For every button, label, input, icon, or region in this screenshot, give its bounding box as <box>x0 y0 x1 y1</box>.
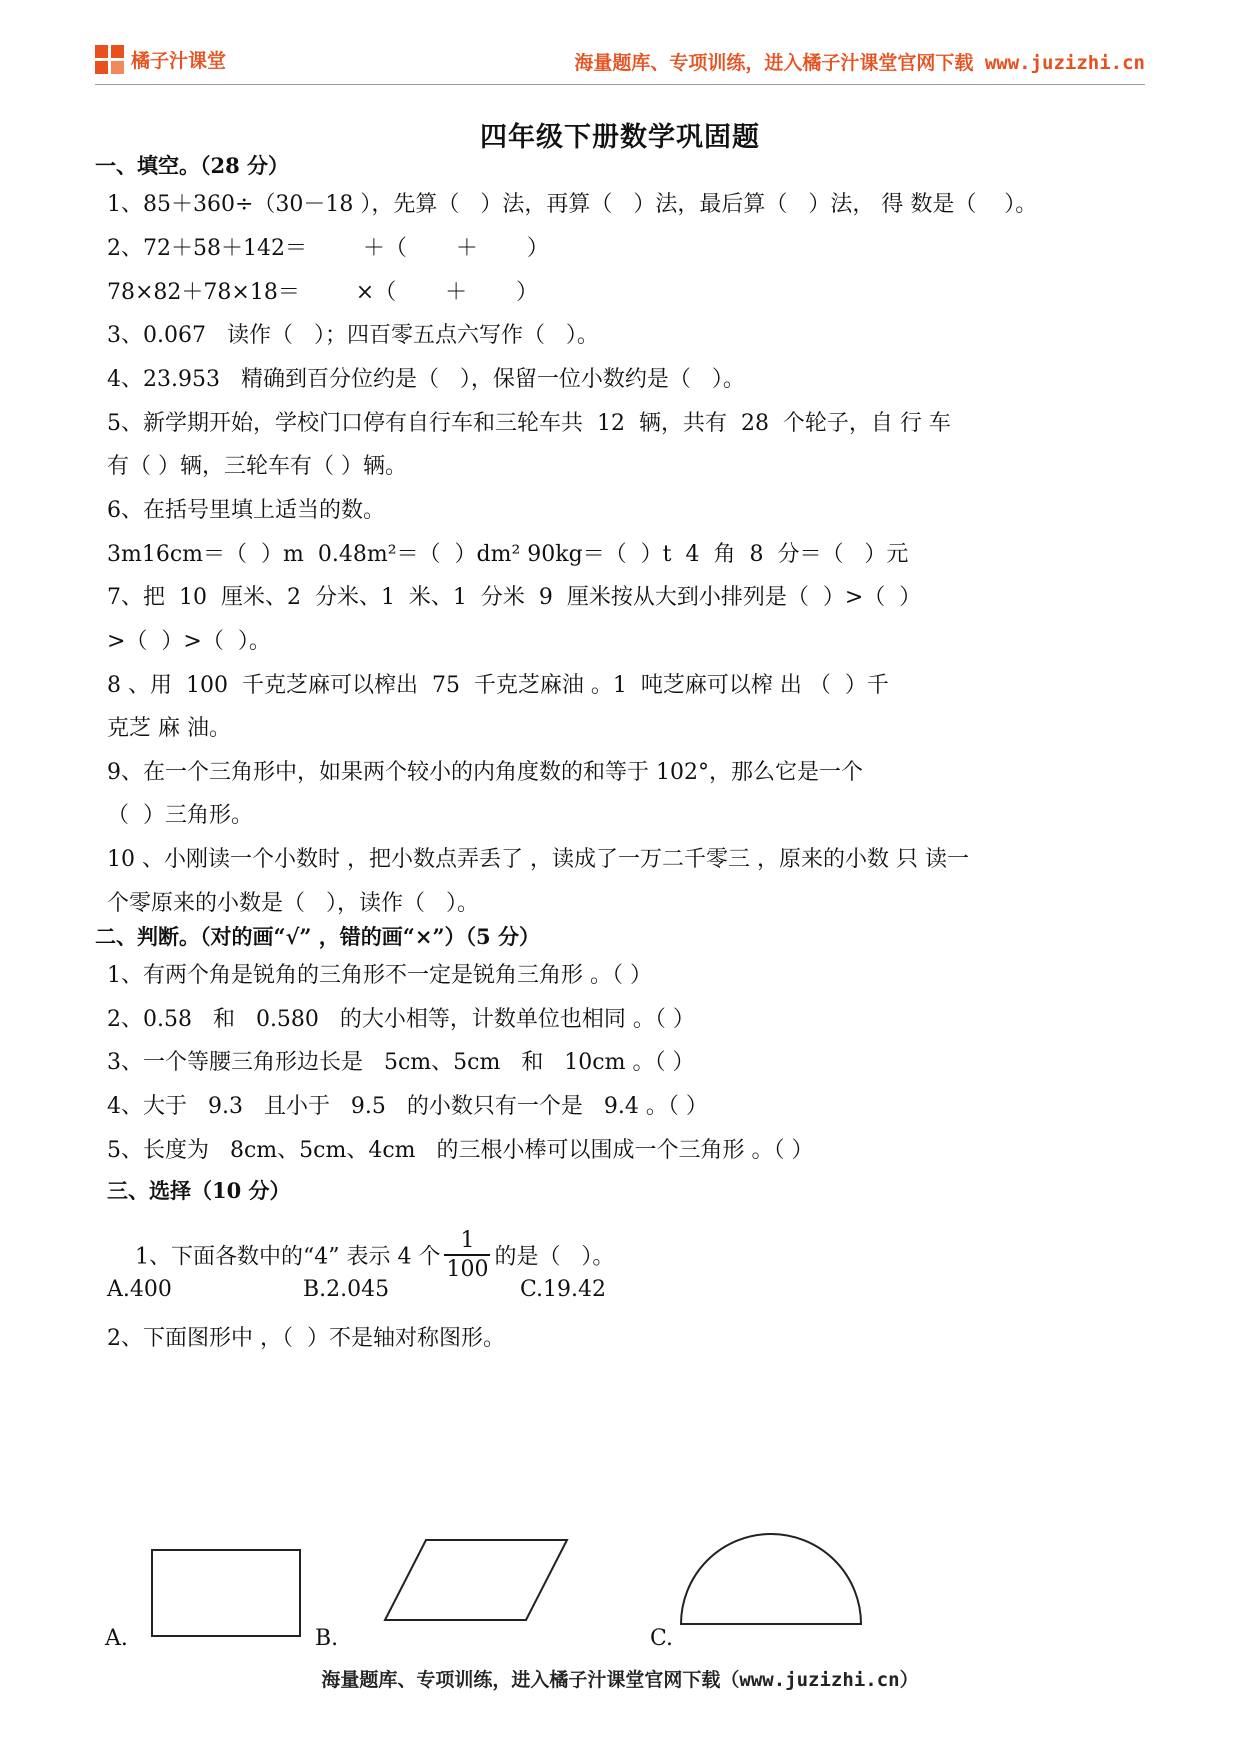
question-line: 个零原来的小数是（ ），读作（ ）。 <box>107 891 479 916</box>
page-footer: 海量题库、专项训练，进入橘子汁课堂官网下载（www.juzizhi.cn） <box>321 1669 919 1691</box>
fraction <box>444 1230 490 1281</box>
question-line: 8 、用 100 千克芝麻可以榨出 75 千克芝麻油 。1 吨芝麻可以榨 出 （ ）千 <box>107 673 889 698</box>
section-heading-true-false: 二、判断。（对的画“√” ，错的画“×”）（5 分） <box>95 924 540 949</box>
page-title: 四年级下册数学巩固题 <box>480 122 760 153</box>
option-b: B.2.045 <box>303 1277 390 1302</box>
option-c: C.19.42 <box>520 1277 607 1302</box>
fraction-denominator: 100 <box>446 1257 489 1282</box>
question-line: 2、72＋58＋142＝ ＋（ ＋ ） <box>107 236 549 261</box>
page-header <box>95 38 1145 78</box>
figure-label-a: A. <box>105 1626 128 1651</box>
rectangle-figure <box>150 1548 302 1640</box>
figure-label-c: C. <box>650 1626 674 1651</box>
question-line: 6、在括号里填上适当的数。 <box>107 498 385 523</box>
question-line: （ ）三角形。 <box>107 803 253 828</box>
question-line: 有（ ）辆，三轮车有（ ）辆。 <box>107 454 407 479</box>
section-heading-choice: 三、选择（10 分） <box>107 1178 291 1203</box>
logo-icon <box>95 45 125 75</box>
header-divider <box>95 84 1145 85</box>
header-slogan: 海量题库、专项训练，进入橘子汁课堂官网下载 www.juzizhi.cn <box>574 52 1145 74</box>
question-line: 1、85＋360÷（30－18 ），先算（ ）法，再算（ ）法，最后算（ ）法， 得 数是（ ）。 <box>107 192 1038 217</box>
question-line: 克芝 麻 油。 <box>107 716 231 741</box>
question-line: 5、新学期开始，学校门口停有自行车和三轮车共 12 辆，共有 28 个轮子，自 行 车 <box>107 411 951 436</box>
question-line: 78×82＋78×18＝ ×（ ＋ ） <box>107 280 539 305</box>
semicircle-figure <box>678 1530 864 1628</box>
judgement-line: 2、0.58 和 0.580 的大小相等，计数单位也相同 。（ ） <box>107 1007 695 1032</box>
question-line: 4、23.953 精确到百分位约是（ ），保留一位小数约是（ ）。 <box>107 367 745 392</box>
parallelogram-figure <box>382 1538 572 1624</box>
fraction-numerator: 1 <box>444 1230 490 1256</box>
judgement-line: 3、一个等腰三角形边长是 5cm、5cm 和 10cm 。（ ） <box>107 1050 695 1075</box>
logo-text: 橘子汁课堂 <box>131 50 227 72</box>
question-line: 3m16cm＝（ ）m 0.48m²＝（ ）dm² 90kg＝（ ）t 4 角 8 分＝（ ）元 <box>107 542 909 567</box>
choice-question-2: 2、下面图形中 ，（ ）不是轴对称图形。 <box>107 1326 505 1351</box>
question-line: 9、在一个三角形中，如果两个较小的内角度数的和等于 102°，那么它是一个 <box>107 760 863 785</box>
judgement-line: 1、有两个角是锐角的三角形不一定是锐角三角形 。（ ） <box>107 963 652 988</box>
question-text: 1、下面各数中的“4” 表示 4 个 <box>134 1244 441 1270</box>
question-text: 的是（ ）。 <box>494 1244 615 1270</box>
question-line: 7、把 10 厘米、2 分米、1 米、1 分米 9 厘米按从大到小排列是（ ）>（ ） <box>107 585 922 610</box>
judgement-line: 4、大于 9.3 且小于 9.5 的小数只有一个是 9.4 。（ ） <box>107 1094 708 1119</box>
question-line: 3、0.067 读作（ ）；四百零五点六写作（ ）。 <box>107 323 599 348</box>
question-line: >（ ）>（ ）。 <box>107 629 271 654</box>
question-line: 10 、小刚读一个小数时 ，把小数点弄丢了 ，读成了一万二千零三 ，原来的小数 只 读一 <box>107 847 969 872</box>
section-heading-fill-in: 一、填空。（28 分） <box>95 153 290 178</box>
option-a: A.400 <box>107 1277 172 1302</box>
figure-label-b: B. <box>315 1626 339 1651</box>
judgement-line: 5、长度为 8cm、5cm、4cm 的三根小棒可以围成一个三角形 。（ ） <box>107 1138 814 1163</box>
